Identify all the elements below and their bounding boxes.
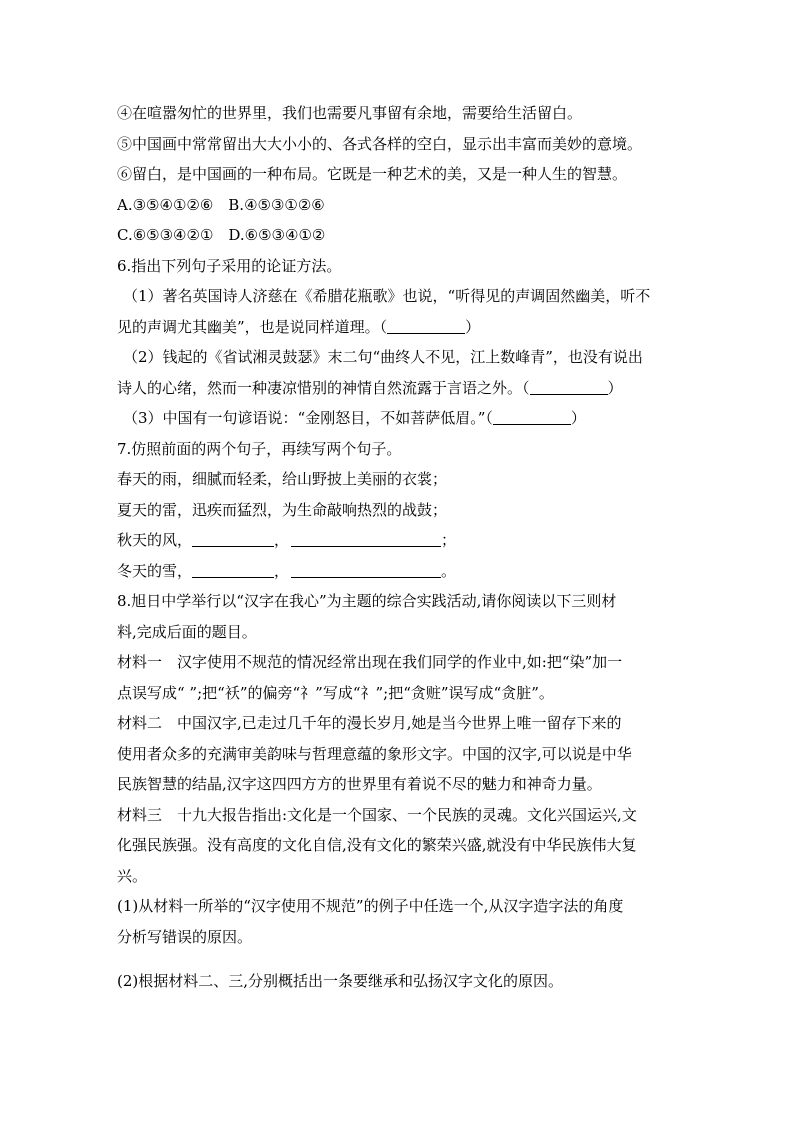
material-3-cont-1: 化强民族强。没有高度的文化自信,没有文化的繁荣兴盛,就没有中华民族伟大复: [117, 836, 637, 854]
material-2-cont-1: 使用者众多的充满审美韵味与哲理意蕴的象形文字。中国的汉字,可以说是中华: [117, 744, 632, 763]
question-6-item-2: （2）钱起的《省试湘灵鼓瑟》末二句“曲终人不见，江上数峰青”，也没有说出: [123, 348, 643, 366]
sub-question-1-cont: 分析写错误的原因。: [117, 927, 253, 946]
fill-end: 。: [441, 561, 457, 580]
document-page: [117, 98, 682, 997]
question-6-item-2-close: ）: [607, 378, 623, 397]
answer-space: [117, 952, 682, 966]
question-6-title: 6.指出下列句子采用的论证方法。: [117, 256, 342, 275]
question-6-item-1-close: ）: [465, 317, 481, 336]
sub-question-2: (2)根据材料二、三,分别概括出一条要继承和弘扬汉字文化的原因。: [117, 972, 564, 990]
fill-prefix: 秋天的风，: [117, 531, 193, 549]
option-line-6: ⑥留白，是中国画的一种布局。它既是一种艺术的美，又是一种人生的智慧。: [117, 165, 628, 183]
answer-blank[interactable]: [493, 409, 571, 425]
question-6-item-2-cont: [117, 373, 682, 404]
question-6-item-1-cont: [117, 312, 682, 343]
choice-cd: C.⑥⑤③④②① D.⑥⑤③④①②: [117, 226, 326, 244]
fill-end: ；: [441, 531, 457, 549]
fill-comma: ，: [274, 561, 290, 580]
question-7-fill-2: [117, 556, 682, 587]
question-6-item-1-text: 见的声调尤其幽美”，也是说同样道理。（: [117, 317, 388, 336]
option-line-4: ④在喧嚣匆忙的世界里，我们也需要凡事留有余地，需要给生活留白。: [117, 104, 583, 122]
answer-blank[interactable]: [192, 562, 274, 578]
question-8-title: 8.旭日中学举行以“汉字在我心”为主题的综合实践活动,请你阅读以下三则材: [117, 592, 617, 610]
answer-blank[interactable]: [291, 531, 441, 547]
choice-ab: A.③⑤④①②⑥ B.④⑤③①②⑥: [117, 195, 325, 214]
question-7-title: 7.仿照前面的两个句子，再续写两个句子。: [117, 439, 402, 458]
answer-blank[interactable]: [530, 379, 608, 395]
question-6-item-3: [117, 403, 682, 434]
sub-question-1: (1)从材料一所举的“汉字使用不规范”的例子中任选一个,从汉字造字法的角度: [117, 897, 624, 915]
question-6-item-3-text: （3）中国有一句谚语说：“金刚怒目，不如菩萨低眉。”（: [123, 409, 493, 427]
material-3: 材料三 十九大报告指出:文化是一个国家、一个民族的灵魂。文化兴国运兴,文: [117, 805, 637, 824]
question-7-fill-1: [117, 525, 682, 556]
answer-blank[interactable]: [192, 531, 274, 547]
material-2-cont-2: 民族智慧的结晶,汉字这四四方方的世界里有着说不尽的魅力和神奇力量。: [117, 775, 602, 793]
fill-prefix: 冬天的雪，: [117, 561, 193, 580]
answer-blank[interactable]: [291, 562, 441, 578]
material-3-cont-2: 兴。: [117, 866, 148, 885]
material-1: 材料一 汉字使用不规范的情况经常出现在我们同学的作业中,如:把“染”加一: [117, 653, 623, 671]
question-6-item-1: （1）著名英国诗人济慈在《希腊花瓶歌》也说，“听得见的声调固然幽美，听不: [123, 287, 651, 305]
question-7-example-2: 夏天的雷，迅疾而猛烈，为生命敲响热烈的战鼓；: [117, 500, 448, 519]
material-1-cont: 点误写成“ ”;把“袄”的偏旁“礻”写成“礻”;把“贪赃”误写成“贪脏”。: [117, 683, 554, 702]
answer-blank[interactable]: [387, 318, 465, 334]
option-line-5: ⑤中国画中常常留出大大小小的、各式各样的空白，显示出丰富而美妙的意境。: [117, 134, 643, 153]
question-7-example-1: 春天的雨，细腻而轻柔，给山野披上美丽的衣裳；: [117, 470, 448, 488]
fill-comma: ，: [274, 531, 290, 549]
material-2: 材料二 中国汉字,已走过几千年的漫长岁月,她是当今世界上唯一留存下来的: [117, 714, 622, 732]
question-6-item-3-close: ）: [570, 409, 586, 427]
question-8-title-cont: 料,完成后面的题目。: [117, 622, 257, 641]
question-6-item-2-text: 诗人的心绪，然而一种凄凉惜别的神情自然流露于言语之外。（: [117, 378, 530, 397]
